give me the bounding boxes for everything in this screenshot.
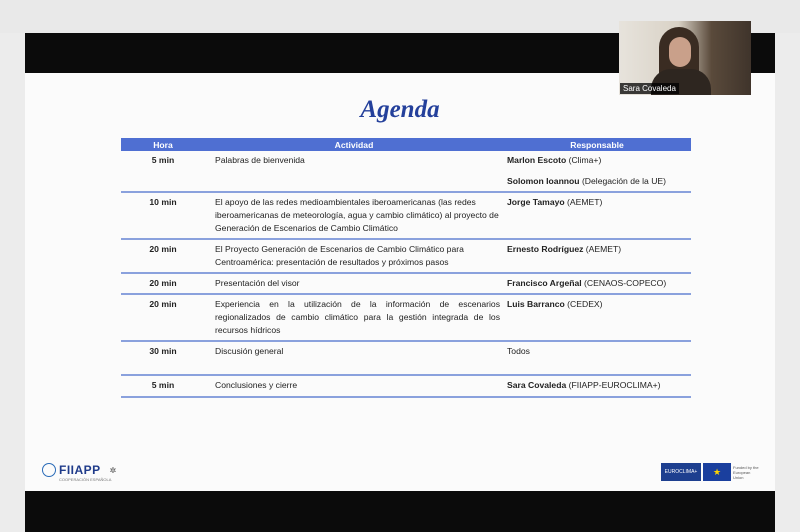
agenda-header-row: [121, 138, 691, 151]
slide-title: Agenda: [360, 96, 440, 123]
fiiapp-logo-subtext: COOPERACIÓN ESPAÑOLA: [59, 477, 112, 482]
agenda-activity: Discusión general: [205, 341, 503, 375]
responsible-org: (CENAOS-COPECO): [581, 278, 667, 288]
agenda-time: 10 min: [121, 192, 205, 239]
agenda-activity: El Proyecto Generación de Escenarios de Cambio Climático para Centroamérica: presentación de resultados y próximos pasos: [205, 239, 503, 273]
agenda-responsible: [503, 192, 691, 239]
agenda-row: [121, 294, 691, 341]
eu-flag-icon: ★: [703, 463, 731, 481]
responsible-org: (CEDEX): [564, 299, 603, 309]
agenda-row: [121, 239, 691, 273]
agenda-activity: Conclusiones y cierre: [205, 375, 503, 397]
fiiapp-logo-text: FIIAPP: [59, 463, 101, 477]
participant-face: [669, 37, 691, 67]
agenda-activity: El apoyo de las redes medioambientales iberoamericanas (las redes iberoamericanas de meteorología, agua y cambio climático) al proyecto de Generación de Escenarios de Cambio Climático: [205, 192, 503, 239]
responsible-org: (Clima+): [566, 155, 602, 165]
eu-funded-text: Funded by the European Union: [733, 464, 759, 480]
agenda-row: [121, 192, 691, 239]
participant-name-label: Sara Covaleda: [620, 83, 679, 94]
responsible-org: (AEMET): [583, 244, 622, 254]
agenda-row: [121, 375, 691, 397]
agenda-time: 30 min: [121, 341, 205, 375]
agenda-responsible: [503, 151, 691, 192]
header-responsable: Responsable: [503, 138, 691, 151]
cooperation-mark-icon: ✲: [109, 465, 117, 475]
responsible-name: Marlon Escoto: [507, 155, 567, 165]
responsible-name: Jorge Tamayo: [507, 197, 565, 207]
responsible-org: Todos: [507, 346, 530, 356]
responsible-org: (AEMET): [564, 197, 603, 207]
agenda-time: 5 min: [121, 375, 205, 397]
participant-video-tile[interactable]: [619, 21, 751, 95]
agenda-time: 20 min: [121, 273, 205, 294]
responsible-name: Ernesto Rodríguez: [507, 244, 584, 254]
responsible-name: Francisco Argeñal: [507, 278, 582, 288]
responsible-org: (Delegación de la UE): [579, 176, 667, 186]
header-hora: Hora: [121, 138, 205, 151]
agenda-responsible: [503, 341, 691, 375]
agenda-table: [121, 138, 691, 398]
globe-icon: [42, 463, 56, 477]
agenda-activity: Presentación del visor: [205, 273, 503, 294]
responsible-name: Luis Barranco: [507, 299, 565, 309]
agenda-responsible: [503, 375, 691, 397]
responsible-name: Solomon Ioannou: [507, 176, 580, 186]
responsible-org: (FIIAPP-EUROCLIMA+): [566, 380, 661, 390]
agenda-activity: Palabras de bienvenida: [205, 151, 503, 192]
agenda-row: [121, 273, 691, 294]
agenda-responsible: [503, 294, 691, 341]
eu-logos: [661, 463, 761, 481]
euroclima-logo: EUROCLIMA+: [661, 463, 701, 481]
responsible-name: Sara Covaleda: [507, 380, 567, 390]
agenda-time: 20 min: [121, 294, 205, 341]
agenda-row: [121, 151, 691, 192]
agenda-responsible: [503, 273, 691, 294]
agenda-time: 5 min: [121, 151, 205, 192]
agenda-activity: Experiencia en la utilización de la información de escenarios regionalizados de cambio climático para la gestión integrada de los recursos hídricos: [205, 294, 503, 341]
agenda-responsible: [503, 239, 691, 273]
agenda-row: [121, 341, 691, 375]
agenda-time: 20 min: [121, 239, 205, 273]
fiiapp-logo: [42, 462, 117, 482]
header-actividad: Actividad: [205, 138, 503, 151]
letterbox-bottom: [25, 491, 775, 532]
